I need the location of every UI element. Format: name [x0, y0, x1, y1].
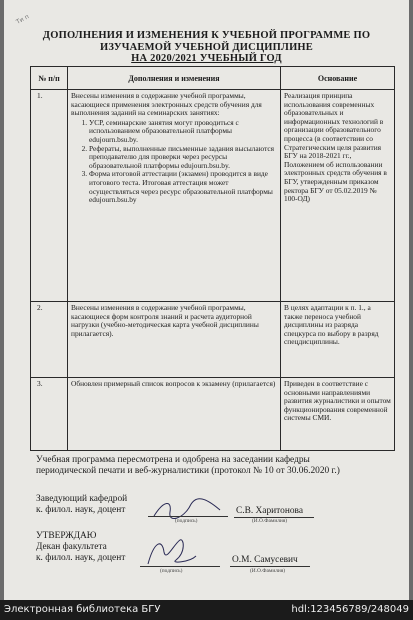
changes-list [71, 119, 277, 205]
dean-name: О.М. Самусевич [232, 555, 298, 565]
head-of-dept-block [36, 494, 127, 516]
table-row [31, 302, 395, 378]
row-basis: Реализация принципа использования современных образовательных и информационных технологий в организации образовательного процесса (в соответствии со Стратегическим целя развития БГУ на 2018-2021 гг., Положением об использовании электронных средств обучения в БГУ, утвержденным приказом ректора БГУ от 05.02.2019 № 100-ОД) [281, 90, 395, 302]
table-row [31, 378, 395, 451]
approval-role: Декан факультета [36, 542, 107, 552]
dean-name-line [230, 566, 310, 567]
approval-degree: к. филол. наук, доцент [36, 553, 126, 563]
dean-signature [140, 534, 200, 570]
row-number: 3. [31, 378, 68, 451]
title-line-2: ИЗУЧАЕМОЙ УЧЕБНОЙ ДИСЦИПЛИНЕ [99, 41, 314, 53]
review-line-2: периодической печати и веб-журналистики (протокол № 10 от 30.06.2020 г.) [36, 466, 340, 476]
review-line-1: Учебная программа пересмотрена и одобрена на заседании кафедры [36, 455, 310, 465]
head-signature-line [148, 516, 228, 517]
list-item: 2. Рефераты, выполненные письменные задания высылаются преподавателю для проверки через ресурсы образовательной платформы edujourn.bsu.by. [89, 145, 277, 171]
dean-signature-line [140, 566, 220, 567]
head-sign-caption: (подпись) [175, 518, 198, 524]
header-number: № п/п [31, 67, 68, 90]
title-line-3: НА 2020/2021 УЧЕБНЫЙ ГОД [131, 53, 282, 64]
approval-label: УТВЕРЖДАЮ [36, 531, 97, 541]
handle-identifier: hdl:123456789/248049 [291, 604, 409, 615]
row-changes-intro: Внесены изменения в содержание учебной программы, касающиеся применения электронных средств обучения для выполнения заданий на семинарских занятиях: [71, 91, 262, 118]
table-row [31, 90, 395, 302]
row-changes: Обновлен примерный список вопросов к экзамену (прилагается) [68, 378, 281, 451]
title-line-1: ДОПОЛНЕНИЯ И ИЗМЕНЕНИЯ К УЧЕБНОЙ ПРОГРАММЕ ПО [42, 30, 371, 41]
approval-block [36, 531, 125, 564]
head-degree: к. филол. наук, доцент [36, 505, 126, 515]
document-title [4, 30, 409, 65]
row-number: 2. [31, 302, 68, 378]
row-changes: Внесены изменения в содержание учебной программы, касающиеся форм контроля знаний и расчета аудиторной нагрузки (учебно-методическая карта учебной дисциплины прилагается). [68, 302, 281, 378]
corner-handwritten-note: Ти п [15, 13, 31, 26]
head-name-caption: (И.О.Фамилия) [252, 518, 288, 524]
row-changes [68, 90, 281, 302]
list-item: 3. Форма итоговой аттестации (экзамен) проводится в виде итогового теста. Итоговая аттестация может осуществляться через ресурс образовательной платформы edujourn.bsu.by [89, 170, 277, 204]
dean-sign-caption: (подпись) [160, 568, 183, 574]
review-statement [36, 455, 340, 477]
header-changes: Дополнения и изменения [68, 67, 281, 90]
table-header-row [31, 67, 395, 90]
changes-table [30, 66, 395, 451]
list-item: 1. УСР, семинарские занятия могут проводиться с использованием образовательной платформы edujourn.bsu.by. [89, 119, 277, 145]
head-role: Заведующий кафедрой [36, 494, 128, 504]
library-name: Электронная библиотека БГУ [4, 604, 161, 615]
dean-name-caption: (И.О.Фамилия) [250, 568, 286, 574]
row-basis: Приведен в соответствие с основными направлениями развития журналистики и опытом функционирования современной системы СМИ. [281, 378, 395, 451]
row-number: 1. [31, 90, 68, 302]
library-status-bar [0, 600, 413, 620]
row-basis: В целях адаптации к п. 1., а также переноса учебной дисциплины из разряда спецкурса по выбору в разряд спецдисциплины. [281, 302, 395, 378]
header-basis: Основание [281, 67, 395, 90]
head-name: С.В. Харитонова [236, 506, 304, 516]
